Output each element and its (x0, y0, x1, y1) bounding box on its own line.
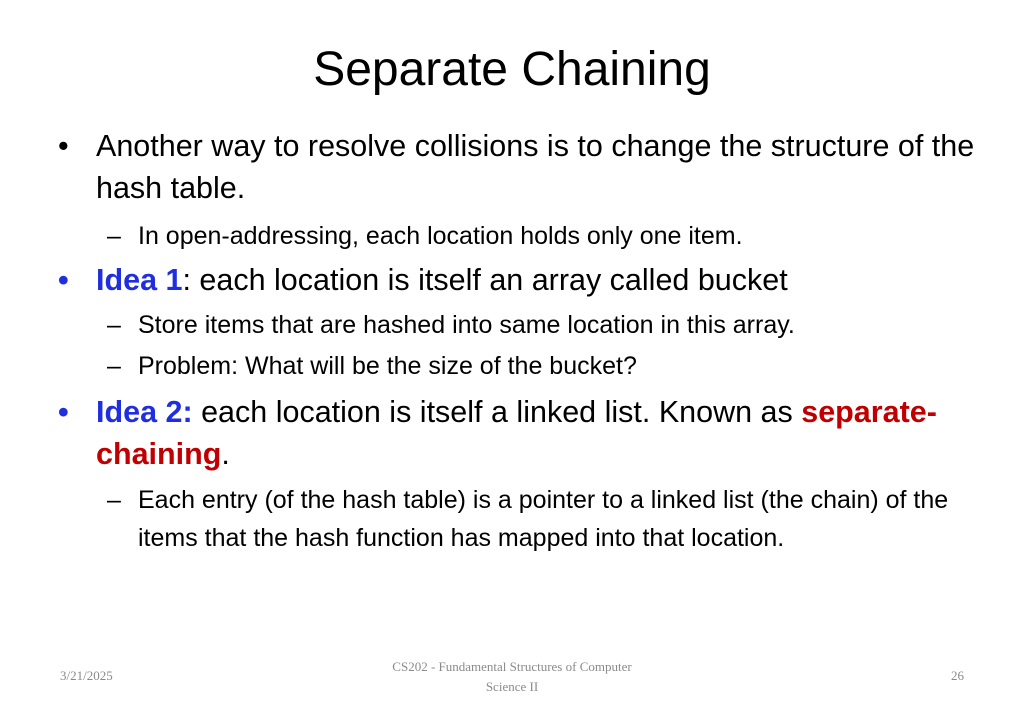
bullet-1-text: Another way to resolve collisions is to change the structure of the hash table. (96, 129, 975, 205)
bullet-3-text: each location is itself a linked list. Known as (192, 395, 802, 429)
bullet-3-sub-text: Each entry (of the hash table) is a pointer to a linked list (the chain) of the items that the hash function has mapped into that location. (138, 486, 949, 552)
bullet-1-sub-text: In open-addressing, each location holds only one item. (138, 222, 743, 250)
bullet-2 (58, 259, 996, 301)
bullet-dot-icon: • (58, 129, 69, 163)
bullet-dot-icon: • (58, 395, 69, 429)
slide-title: Separate Chaining (313, 43, 711, 96)
dash-icon: – (107, 222, 121, 250)
bullet-2-sub-2-text: Problem: What will be the size of the bucket? (138, 352, 637, 380)
footer-date: 3/21/2025 (60, 668, 113, 683)
bullet-dot-icon: • (58, 263, 69, 297)
bullet-3-sub (107, 481, 968, 557)
bullet-1-sub (107, 217, 968, 255)
separate-chaining-term: separate-chaining (96, 395, 937, 471)
bullet-2-text: : each location is itself an array called bucket (182, 263, 788, 297)
bullet-3-end: . (221, 437, 230, 471)
bullet-1 (58, 125, 996, 209)
bullet-2-sub-1-text: Store items that are hashed into same location in this array. (138, 311, 795, 339)
bullet-2-sub-2 (107, 347, 968, 385)
idea-2-label: Idea 2: (96, 395, 193, 429)
footer-course-line-1: CS202 - Fundamental Structures of Computer (392, 659, 632, 674)
dash-icon: – (107, 311, 121, 339)
footer-course (312, 657, 712, 697)
dash-icon: – (107, 486, 121, 514)
bullet-3 (58, 391, 996, 475)
dash-icon: – (107, 352, 121, 380)
page-number: 26 (951, 668, 964, 683)
bullet-2-sub-1 (107, 306, 968, 344)
footer-course-line-2: Science II (485, 679, 539, 694)
idea-1-label: Idea 1 (96, 263, 183, 297)
